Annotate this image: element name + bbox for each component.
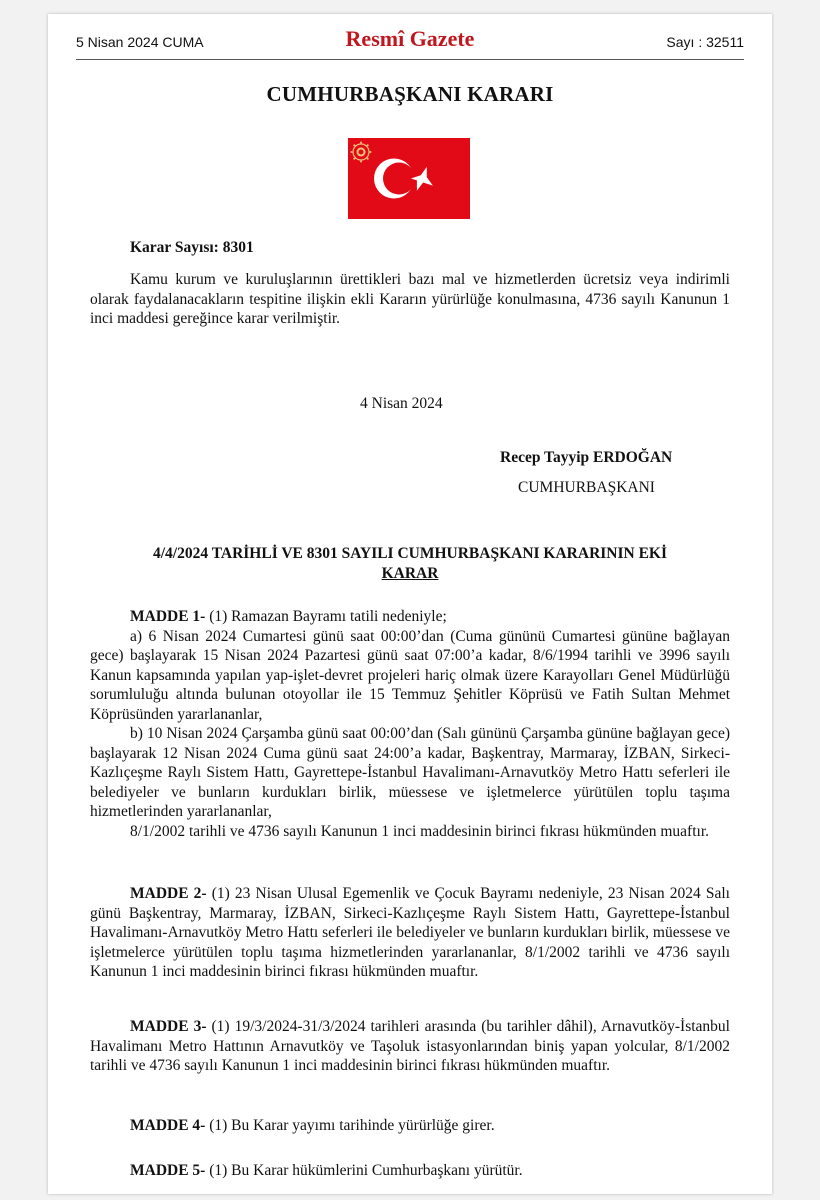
- signatory-title: CUMHURBAŞKANI: [518, 479, 655, 496]
- article-4: [90, 1116, 730, 1136]
- article-1-item-b: b) 10 Nisan 2024 Çarşamba günü saat 00:00’dan (Salı gününü Çarşamba gününe bağlayan gece) başlayarak 12 Nisan 2024 Cuma günü saat 24:00’a kadar, Başkentray, Marmaray, İZBAN, Sirkeci-Kazlıçeşme Raylı Sistem Hattı, Gayrettepe-İstanbul Havalimanı-Arnavutköy Metro Hattı seferleri ile belediyeler ve bunların kurdukları birlik, müessese ve işletmelerce yürütülen toplu taşıma hizmetlerinden yararlananlar,: [90, 725, 730, 820]
- decision-body: Kamu kurum ve kuruluşlarının ürettikleri bazı mal ve hizmetlerden ücretsiz veya indirimli olarak faydalanacakların tespitine ilişkin ekli Kararın yürürlüğe konulmasına, 4736 sayılı Kanunun 1 inci maddesi gereğince karar verilmiştir.: [90, 271, 730, 327]
- article-2: [90, 884, 730, 982]
- publication-name: Resmî Gazete: [345, 26, 475, 51]
- header-date: 5 Nisan 2024 CUMA: [76, 34, 204, 50]
- article-1-intro-text: (1) Ramazan Bayramı tatili nedeniyle;: [205, 608, 447, 625]
- article-label: MADDE 4-: [130, 1117, 206, 1134]
- decision-number: Karar Sayısı: 8301: [130, 239, 254, 256]
- article-5: [90, 1161, 730, 1181]
- article-label: MADDE 5-: [130, 1162, 206, 1179]
- article-label: MADDE 2-: [130, 885, 207, 902]
- article-1-closing: 8/1/2002 tarihli ve 4736 sayılı Kanunun 1 inci maddesinin birinci fıkrası hükmünden muaftır.: [130, 822, 710, 840]
- article-1-item-a: a) 6 Nisan 2024 Cumartesi günü saat 00:00’dan (Cuma gününü Cumartesi gününe bağlayan gece) başlayarak 15 Nisan 2024 Pazartesi günü saat 07:00’a kadar, 8/6/1994 tarihli ve 3996 sayılı Kanun kapsamında yapılan yap-işlet-devret projeleri hariç olmak üzere Karayolları Genel Müdürlüğü sorumluluğu altında bulunan otoyollar ile 15 Temmuz Şehitler Köprüsü ve Fatih Sultan Mehmet Köprüsünden yararlananlar,: [90, 627, 730, 723]
- gazette-header: [76, 24, 744, 56]
- gazette-page: [48, 14, 772, 1194]
- annex-heading-line1: 4/4/2024 TARİHLİ VE 8301 SAYILI CUMHURBAŞKANI KARARININ EKİ: [152, 545, 668, 562]
- article-5-text: (1) Bu Karar hükümlerini Cumhurbaşkanı yürütür.: [205, 1162, 523, 1179]
- header-divider: [76, 59, 744, 60]
- article-label: MADDE 3-: [130, 1018, 207, 1035]
- signatory-name: Recep Tayyip ERDOĞAN: [500, 449, 673, 466]
- annex-heading: [48, 544, 772, 583]
- article-3-text: (1) 19/3/2024-31/3/2024 tarihleri arasında (bu tarihler dâhil), Arnavutköy-İstanbul Havalimanı Metro Hattının Arnavutköy ve Taşoluk istasyonlarından biniş yapan yolcular, 8/1/2002 tarihli ve 4736 sayılı Kanunun 1 inci maddesinin birinci fıkrası hükmünden muaftır.: [90, 1018, 730, 1074]
- article-1-intro: [90, 607, 730, 627]
- article-1: [90, 607, 730, 841]
- issue-number: Sayı : 32511: [666, 34, 744, 50]
- decision-date: 4 Nisan 2024: [360, 395, 443, 412]
- article-label: MADDE 1-: [130, 608, 206, 625]
- turkish-flag-icon: [348, 138, 470, 219]
- article-2-text: (1) 23 Nisan Ulusal Egemenlik ve Çocuk Bayramı nedeniyle, 23 Nisan 2024 Salı günü Başkentray, Marmaray, İZBAN, Sirkeci-Kazlıçeşme Raylı Sistem Hattı, Gayrettepe-İstanbul Havalimanı-Arnavutköy Metro Hattı seferleri ile belediyeler ve bunların kurdukları birlik, müessese ve işletmelerce yürütülen toplu taşıma hizmetlerinden yararlananlar, 8/1/2002 tarihli ve 4736 sayılı Kanunun 1 inci maddesinin birinci fıkrası hükmünden muaftır.: [90, 885, 730, 980]
- article-4-text: (1) Bu Karar yayımı tarihinde yürürlüğe girer.: [205, 1117, 495, 1134]
- document-title: CUMHURBAŞKANI KARARI: [266, 82, 554, 106]
- article-3: [90, 1017, 730, 1076]
- annex-heading-line2: KARAR: [381, 564, 439, 582]
